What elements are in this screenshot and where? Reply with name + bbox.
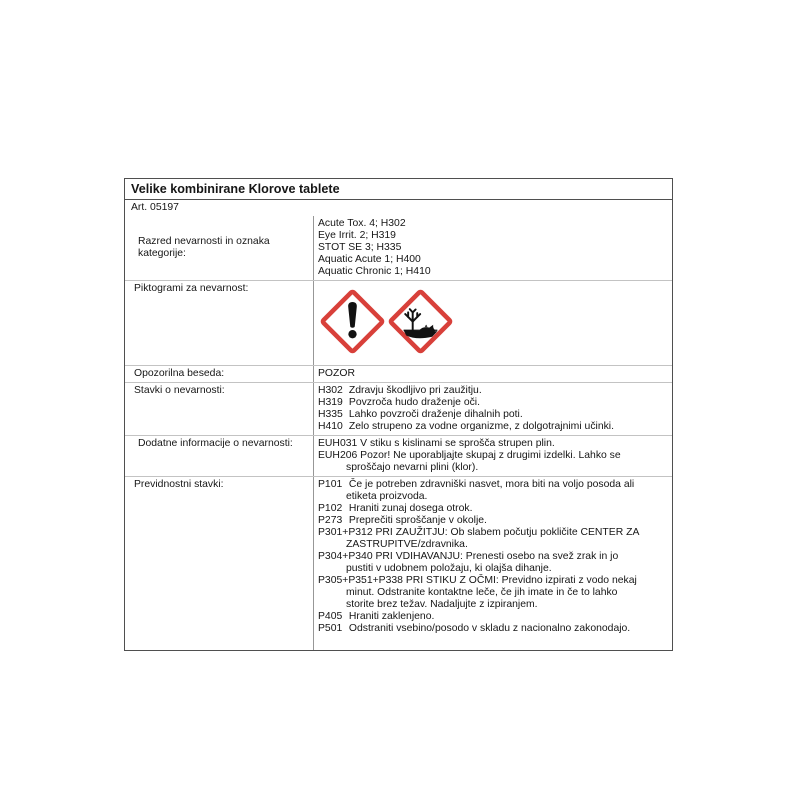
signal-word-label: Opozorilna beseda: [134,368,225,379]
statement [318,479,669,491]
statement [318,397,669,409]
statement [318,438,669,450]
hazard-statements-label: Stavki o nevarnosti: [134,385,225,396]
statement-code: P101 [318,479,343,490]
hazard-class-values [313,216,672,280]
statement-text: Preprečiti sproščanje v okolje. [348,515,487,526]
row-hazard-class [125,216,672,281]
hazard-class-line: STOT SE 3; H335 [318,242,402,253]
statement-text: Povzroča hudo draženje oči. [348,397,481,408]
statement-code: P273 [318,515,343,526]
statement [318,385,669,397]
statement-code: H410 [318,421,343,432]
hazard-class-label [125,216,313,280]
statement-code: P301+P312 [318,527,373,538]
statement-code: H335 [318,409,343,420]
statement-code: P405 [318,611,343,622]
pictograms-label: Piktogrami za nevarnost: [134,283,249,294]
statement-text: V stiku s kislinami se sprošča strupen plin. [360,438,555,449]
statement-code: H302 [318,385,343,396]
statement-code: EUH206 [318,450,358,461]
hazard-class-line: Eye Irrit. 2; H319 [318,230,396,241]
statement-text: Hraniti zaklenjeno. [348,611,435,622]
statement-code: P305+P351+P338 [318,575,403,586]
statement [318,421,669,433]
row-pictograms [125,281,672,366]
hazard-statements-cell [313,383,672,435]
pictogram-group [318,283,669,360]
row-additional-info [125,436,672,477]
signal-word-value: POZOR [313,366,672,382]
hazard-class-line: Acute Tox. 4; H302 [318,218,406,229]
statement-text: PRI STIKU Z OČMI: Previdno izpirati z vodo nekaj [405,575,637,586]
statement-text: Odstraniti vsebino/posodo v skladu z nacionalno zakonodajo. [348,623,631,634]
statement-continuation: minut. Odstranite kontaktne leče, če jih imate in če to lahko [346,587,618,598]
statement [318,551,669,563]
statement [318,409,669,421]
statement [318,623,669,635]
row-precautionary-statements [125,477,672,650]
statement [318,527,669,539]
row-hazard-statements [125,383,672,436]
precautionary-label: Previdnostni stavki: [134,479,224,490]
precautionary-cell [313,477,672,650]
hazard-label-sheet [124,178,673,651]
statement-continuation: ZASTRUPITVE/zdravnika. [346,539,468,550]
statement-continuation: storite brez težav. Nadaljujte z izpiranjem. [346,599,538,610]
additional-info-label: Dodatne informacije o nevarnosti: [138,438,293,449]
statement-text: PRI VDIHAVANJU: Prenesti osebo na svež zrak in jo [375,551,619,562]
statement-code: H319 [318,397,343,408]
statement-code: P501 [318,623,343,634]
hazard-class-line: Aquatic Chronic 1; H410 [318,266,431,277]
pictograms-cell [313,281,672,365]
statement-text: Lahko povzroči draženje dihalnih poti. [348,409,523,420]
additional-info-cell [313,436,672,476]
statement-continuation: sproščajo nevarni plini (klor). [346,462,479,473]
statement-code: P304+P340 [318,551,373,562]
statement-code: P102 [318,503,343,514]
statement-text: Pozor! Ne uporabljajte skupaj z drugimi izdelki. Lahko se [360,450,621,461]
statement [318,515,669,527]
statement-continuation: etiketa proizvoda. [346,491,428,502]
article-number: Art. 05197 [131,202,179,213]
statement [318,575,669,587]
ghs07-exclamation-icon [320,289,385,360]
ghs09-environment-icon [388,289,453,360]
statement [318,611,669,623]
statement-text: Zelo strupeno za vodne organizme, z dolgotrajnimi učinki. [348,421,614,432]
row-signal-word [125,366,672,383]
statement [318,450,669,462]
statement-continuation: pustiti v udobnem položaju, ki olajša dihanje. [346,563,552,574]
statement-text: Zdravju škodljivo pri zaužitju. [348,385,482,396]
statement-text: Če je potreben zdravniški nasvet, mora biti na voljo posoda ali [348,479,635,490]
product-title: Velike kombinirane Klorove tablete [125,179,672,200]
hazard-class-line: Aquatic Acute 1; H400 [318,254,421,265]
statement-code: EUH031 [318,438,358,449]
statement [318,503,669,515]
hazard-class-label-text: Razred nevarnosti in oznaka kategorije: [138,236,270,259]
statement-text: Hraniti zunaj dosega otrok. [348,503,473,514]
statement-text: PRI ZAUŽITJU: Ob slabem počutju pokličite CENTER ZA [375,527,640,538]
